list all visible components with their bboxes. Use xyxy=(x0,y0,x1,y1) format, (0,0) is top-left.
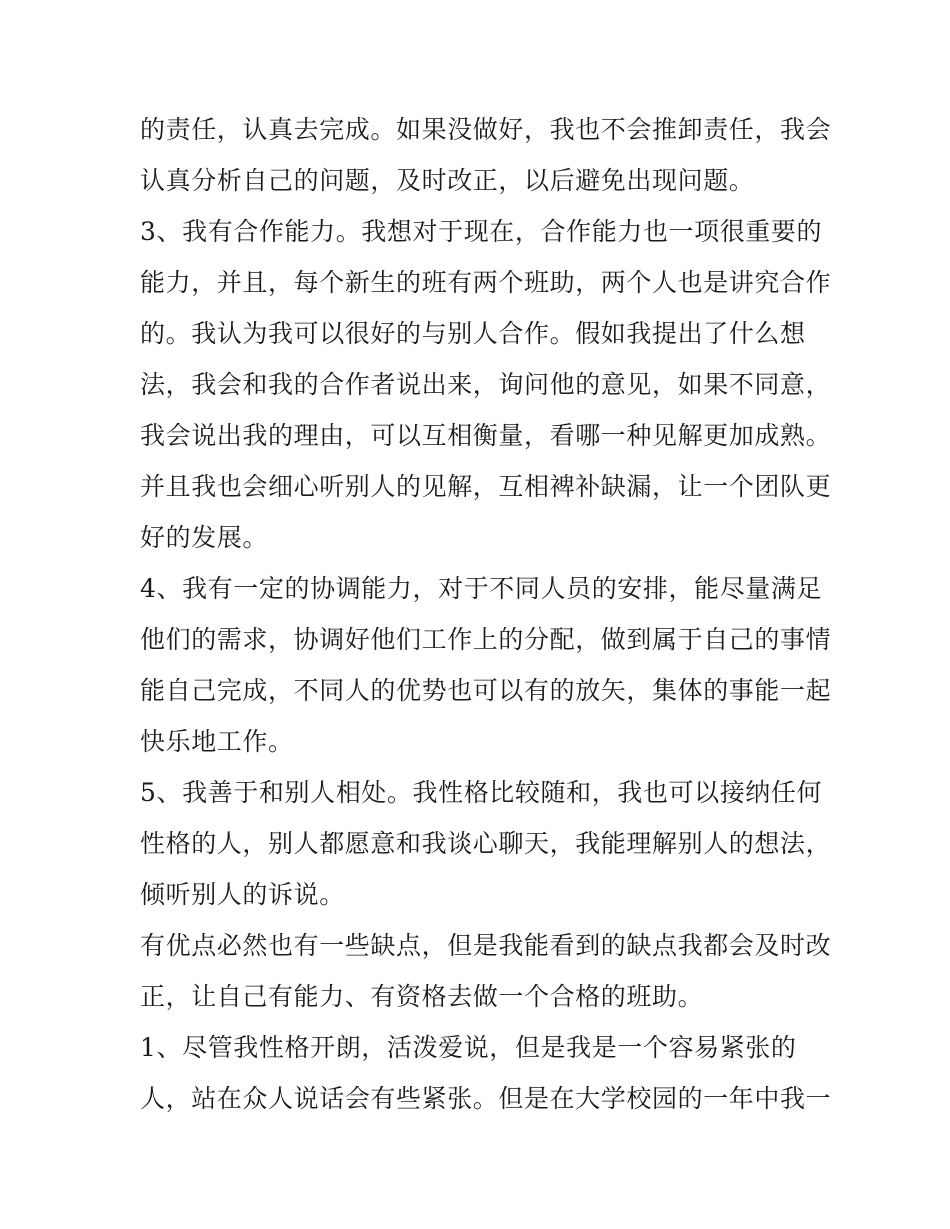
text-line: 能力，并且，每个新生的班有两个班助，两个人也是讲究合作 xyxy=(140,268,832,297)
text-line: 1、尽管我性格开朗，活泼爱说，但是我是一个容易紧张的 xyxy=(140,1033,797,1062)
text-line: 5、我善于和别人相处。我性格比较随和，我也可以接纳任何 xyxy=(140,778,823,807)
text-line: 3、我有合作能力。我想对于现在，合作能力也一项很重要的 xyxy=(140,217,823,246)
text-line: 我会说出我的理由，可以互相衡量，看哪一种见解更加成熟。 xyxy=(140,421,832,450)
document-body xyxy=(140,104,830,1124)
text-line: 法，我会和我的合作者说出来，询问他的意见，如果不同意， xyxy=(140,370,832,399)
text-line: 快乐地工作。 xyxy=(140,727,294,756)
text-line: 有优点必然也有一些缺点，但是我能看到的缺点我都会及时改 xyxy=(140,931,832,960)
text-line: 并且我也会细心听别人的见解，互相裨补缺漏，让一个团队更 xyxy=(140,472,832,501)
text-line: 倾听别人的诉说。 xyxy=(140,880,345,909)
text-line: 他们的需求，协调好他们工作上的分配，做到属于自己的事情 xyxy=(140,625,832,654)
text-line: 性格的人，别人都愿意和我谈心聊天，我能理解别人的想法， xyxy=(140,829,832,858)
text-line: 人，站在众人说话会有些紧张。但是在大学校园的一年中我一 xyxy=(140,1084,832,1113)
text-line: 认真分析自己的问题，及时改正，以后避免出现问题。 xyxy=(140,166,755,195)
text-line: 4、我有一定的协调能力，对于不同人员的安排，能尽量满足 xyxy=(140,574,823,603)
text-line: 好的发展。 xyxy=(140,523,269,552)
text-line: 能自己完成，不同人的优势也可以有的放矢，集体的事能一起 xyxy=(140,676,832,705)
text-line: 的。我认为我可以很好的与别人合作。假如我提出了什么想 xyxy=(140,319,806,348)
text-line: 的责任，认真去完成。如果没做好，我也不会推卸责任，我会 xyxy=(140,115,832,144)
text-line: 正，让自己有能力、有资格去做一个合格的班助。 xyxy=(140,982,704,1011)
